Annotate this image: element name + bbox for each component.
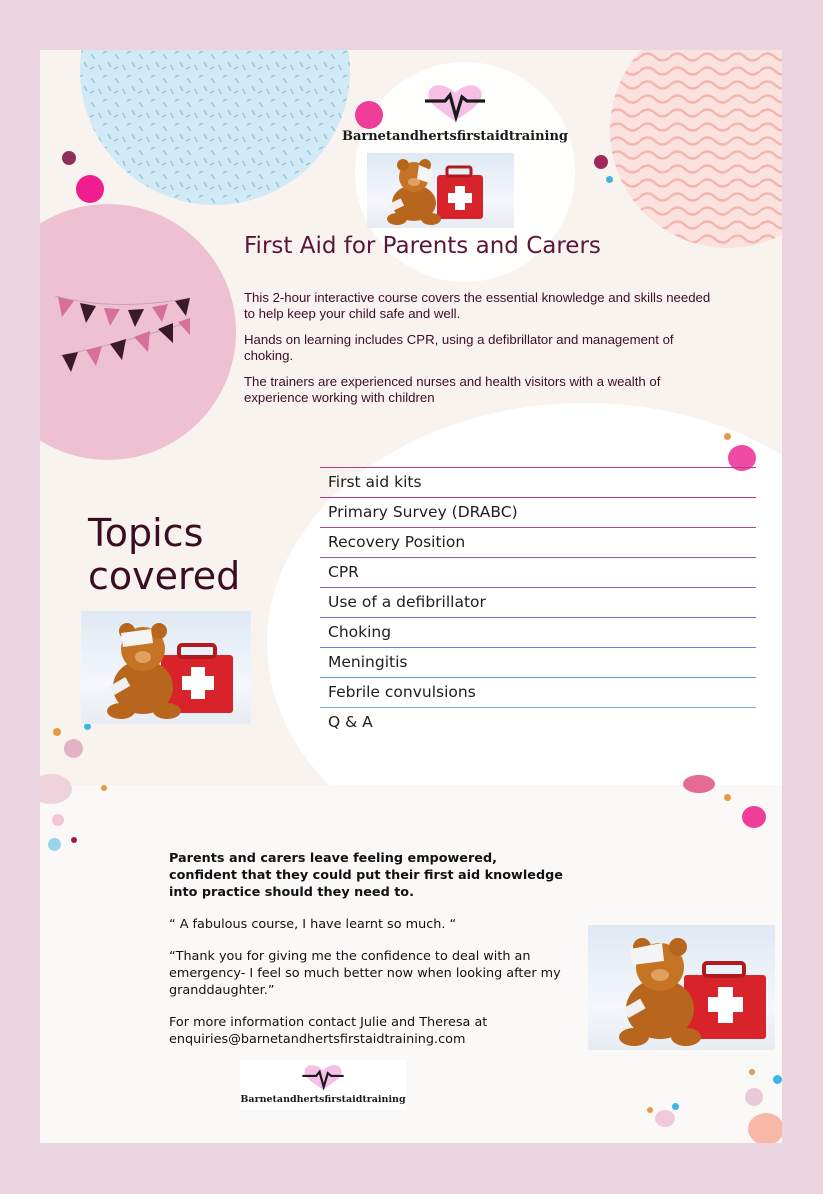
intro-paragraph: The trainers are experienced nurses and health visitors with a wealth of experience working with children (244, 374, 661, 405)
confetti-dot (594, 155, 608, 169)
confetti-dot (748, 1113, 782, 1143)
intro-paragraph: Hands on learning includes CPR, using a defibrillator and management of choking. (244, 332, 674, 363)
confetti-dot (655, 1110, 675, 1127)
confetti-dot (672, 1103, 679, 1110)
confetti-dot (683, 775, 715, 793)
confetti-dot (773, 1075, 782, 1084)
topic-item: Q & A (320, 707, 756, 737)
teddy-bear-image (367, 153, 514, 228)
teddy-bear-image (81, 611, 251, 724)
topic-item: Recovery Position (320, 527, 756, 557)
topic-item: Primary Survey (DRABC) (320, 497, 756, 527)
logo-text: Barnetandhertsfirstaidtraining (341, 129, 569, 144)
topic-item: First aid kits (320, 467, 756, 497)
confetti-dot (64, 739, 83, 758)
topic-item: Febrile convulsions (320, 677, 756, 707)
topics-heading (88, 512, 240, 598)
topic-item: Meningitis (320, 647, 756, 677)
confetti-dot (48, 838, 61, 851)
flyer-page (40, 50, 782, 1143)
testimonial-quote: “ A fabulous course, I have learnt so much. “ (169, 917, 457, 932)
pink-circle (40, 204, 236, 460)
outcome-statement: Parents and carers leave feeling empowered, confident that they could put their first aid knowledge into practice should they need to. (169, 851, 563, 900)
logo (240, 1060, 406, 1110)
logo (335, 83, 575, 144)
confetti-dot (606, 176, 613, 183)
topics-heading-line: covered (88, 554, 241, 598)
teddy-bear-image (588, 925, 775, 1050)
confetti-dot (101, 785, 107, 791)
testimonial-section (169, 850, 569, 1048)
contact-email[interactable]: enquiries@barnetandhertsfirstaidtraining.com (169, 1032, 466, 1047)
confetti-dot (76, 175, 104, 203)
confetti-dot (62, 151, 76, 165)
confetti-dot (742, 806, 766, 828)
topic-item: Choking (320, 617, 756, 647)
confetti-dot (84, 723, 91, 730)
logo-text: Barnetandhertsfirstaidtraining (240, 1094, 406, 1105)
testimonial-quote: “Thank you for giving me the confidence to deal with an emergency- I feel so much better now when looking after my granddaughter.” (169, 949, 561, 998)
confetti-dot (52, 814, 64, 826)
confetti-dot (749, 1069, 755, 1075)
topics-top-rule (320, 467, 756, 468)
topic-item: CPR (320, 557, 756, 587)
confetti-dot (724, 433, 731, 440)
confetti-dot (745, 1088, 763, 1106)
confetti-dot (647, 1107, 653, 1113)
confetti-dot (53, 728, 61, 736)
confetti-dot (724, 794, 731, 801)
intro-paragraph: This 2-hour interactive course covers the essential knowledge and skills needed to help keep your child safe and well. (244, 290, 711, 321)
topic-item: Use of a defibrillator (320, 587, 756, 617)
heart-pulse-icon (301, 1063, 345, 1093)
contact-line: For more information contact Julie and Theresa at (169, 1015, 488, 1030)
course-title: First Aid for Parents and Carers (244, 233, 601, 259)
course-intro (244, 290, 714, 416)
confetti-dot (71, 837, 77, 843)
topics-list (320, 467, 756, 737)
topics-heading-line: Topics (88, 511, 204, 555)
heart-pulse-icon (423, 83, 487, 125)
